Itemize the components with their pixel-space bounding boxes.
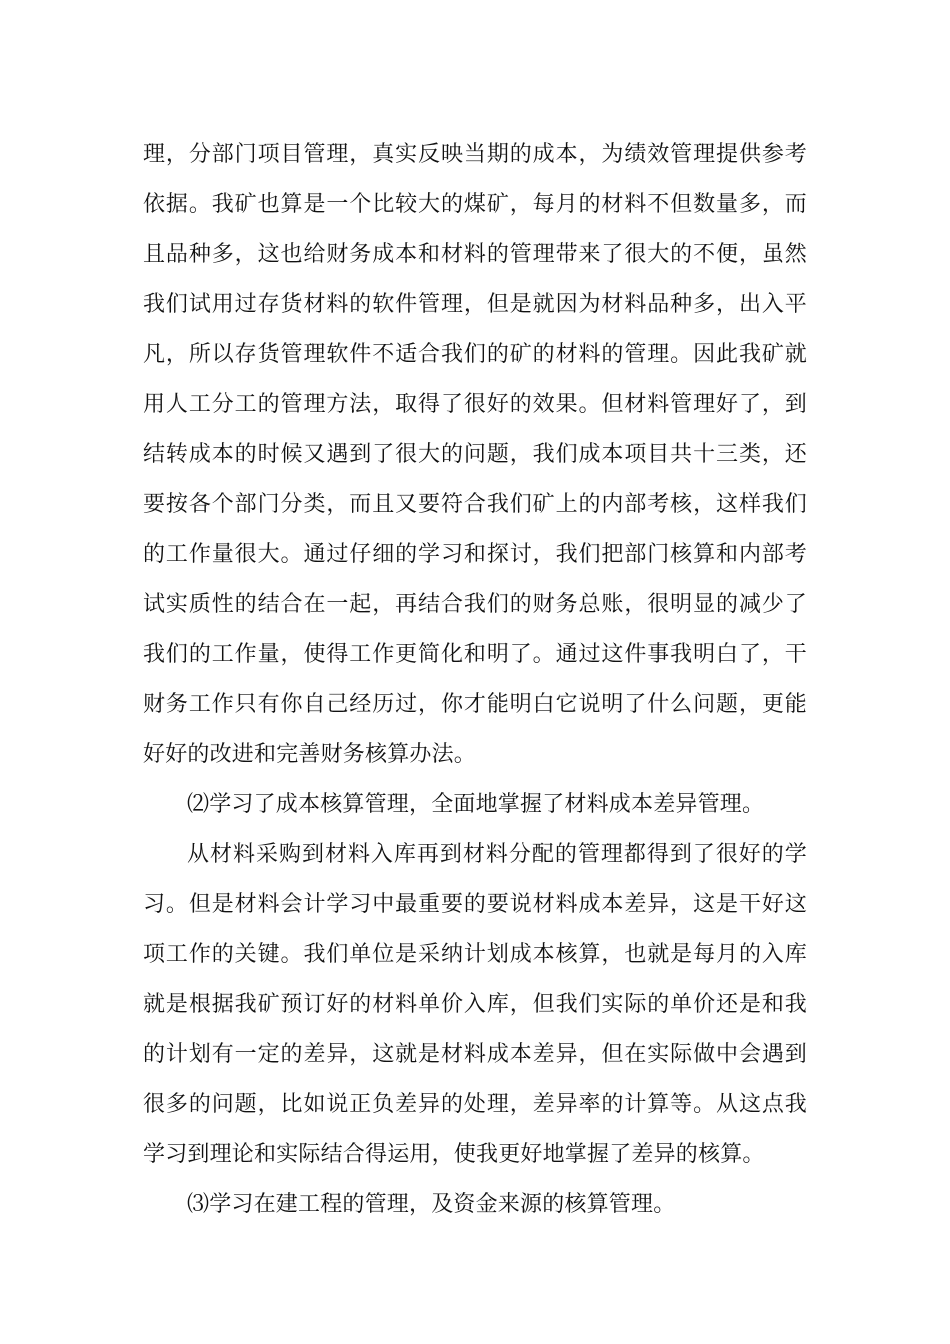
text-line: 试实质性的结合在一起，再结合我们的财务总账，很明显的减少了	[143, 592, 807, 617]
text-line: 好好的改进和完善财务核算办法。	[143, 742, 477, 767]
section-heading: ⑶学习在建工程的管理，及资金来源的核算管理。	[187, 1192, 676, 1217]
text-line: 用人工分工的管理方法，取得了很好的效果。但材料管理好了，到	[143, 392, 807, 417]
document-body	[143, 130, 807, 1230]
text-line: 习。但是材料会计学习中最重要的要说材料成本差异，这是干好这	[143, 892, 807, 917]
text-line: 的计划有一定的差异，这就是材料成本差异，但在实际做中会遇到	[143, 1042, 807, 1067]
text-line: 我们的工作量，使得工作更简化和明了。通过这件事我明白了，干	[143, 642, 807, 667]
text-line: 项工作的关键。我们单位是采纳计划成本核算，也就是每月的入库	[143, 942, 807, 967]
text-line: 很多的问题，比如说正负差异的处理，差异率的计算等。从这点我	[143, 1092, 807, 1117]
text-line: 理，分部门项目管理，真实反映当期的成本，为绩效管理提供参考	[143, 142, 807, 167]
text-line: 学习到理论和实际结合得运用，使我更好地掌握了差异的核算。	[143, 1142, 765, 1167]
text-line: 从材料采购到材料入库再到材料分配的管理都得到了很好的学	[187, 842, 807, 867]
section-heading: ⑵学习了成本核算管理，全面地掌握了材料成本差异管理。	[187, 792, 765, 817]
text-line: 我们试用过存货材料的软件管理，但是就因为材料品种多，出入平	[143, 292, 807, 317]
text-line: 结转成本的时候又遇到了很大的问题，我们成本项目共十三类，还	[143, 442, 807, 467]
text-line: 凡，所以存货管理软件不适合我们的矿的材料的管理。因此我矿就	[143, 342, 807, 367]
text-line: 的工作量很大。通过仔细的学习和探讨，我们把部门核算和内部考	[143, 542, 807, 567]
text-line: 依据。我矿也算是一个比较大的煤矿，每月的材料不但数量多，而	[143, 192, 807, 217]
text-line: 要按各个部门分类，而且又要符合我们矿上的内部考核，这样我们	[143, 492, 807, 517]
text-line: 且品种多，这也给财务成本和材料的管理带来了很大的不便，虽然	[143, 242, 807, 267]
text-line: 就是根据我矿预订好的材料单价入库，但我们实际的单价还是和我	[143, 992, 807, 1017]
text-line: 财务工作只有你自己经历过，你才能明白它说明了什么问题，更能	[143, 692, 807, 717]
